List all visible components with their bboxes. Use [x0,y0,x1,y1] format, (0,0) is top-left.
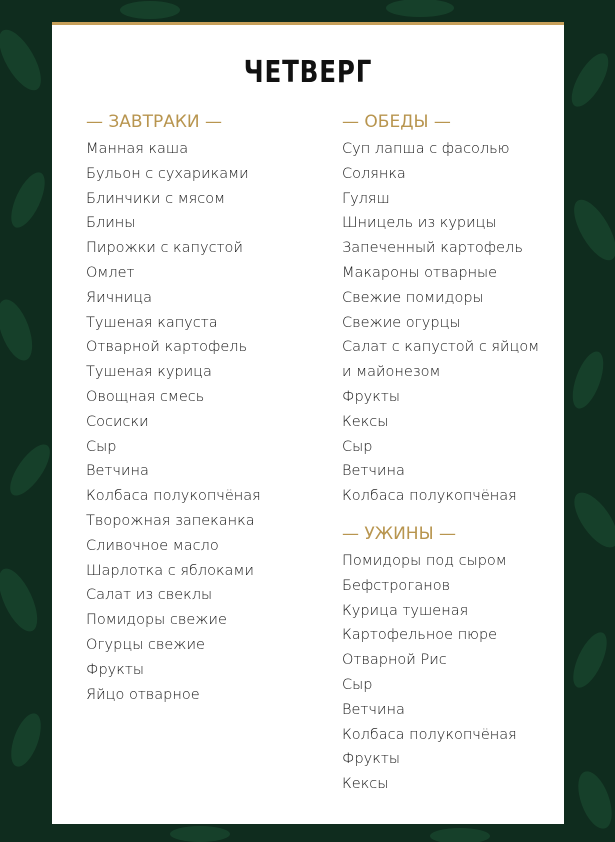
page-title: ЧЕТВЕРГ [243,55,373,90]
breakfast-item: Омлет [86,264,135,281]
lunch-item: Сыр [342,438,373,455]
breakfast-item: Помидоры свежие [86,612,227,629]
lunch-item: Салат с капустой с яйцом [342,339,540,356]
lunch-item: Шницель из курицы [342,215,497,232]
dinner-list [342,549,552,797]
breakfast-item: Яйцо отварное [86,686,200,703]
breakfast-item: Салат из свеклы [86,587,213,604]
breakfast-item: Фрукты [86,661,144,678]
breakfast-item: Тушеная курица [86,364,212,381]
breakfast-heading: — ЗАВТРАКИ — [86,112,223,132]
breakfast-item: Манная каша [86,141,189,157]
breakfast-item: Бульон с сухариками [86,165,249,182]
breakfast-item: Отварной картофель [86,339,248,356]
lunch-dinner-column [342,108,552,797]
dinner-item: Кексы [342,776,389,793]
breakfast-item: Ветчина [86,463,149,480]
dinner-item: Сыр [342,676,373,693]
lunch-item: Запеченный картофель [342,240,523,257]
lunch-item: Фрукты [342,388,400,405]
breakfast-column [86,108,311,707]
lunch-heading: — ОБЕДЫ — [342,112,451,132]
lunch-item: Солянка [342,165,406,182]
dinner-item: Курица тушеная [342,602,469,619]
lunch-item: и майонезом [342,364,441,381]
breakfast-item: Тушеная капуста [86,314,218,331]
lunch-list [342,137,552,509]
lunch-item: Суп лапша с фасолью [342,141,510,157]
dinner-item: Бефстроганов [342,577,451,594]
dinner-heading: — УЖИНЫ — [342,523,456,544]
lunch-item: Кексы [342,413,389,430]
lunch-item: Свежие огурцы [342,314,461,331]
breakfast-item: Сливочное масло [86,537,219,554]
dinner-item: Помидоры под сыром [342,552,507,569]
lunch-item: Макароны отварные [342,264,498,281]
lunch-item: Колбаса полукопчёная [342,488,517,505]
breakfast-list [86,137,311,707]
lunch-item: Ветчина [342,463,405,480]
breakfast-item: Яичница [86,289,152,306]
breakfast-item: Колбаса полукопчёная [86,488,261,505]
dinner-item: Отварной Рис [342,652,447,669]
dinner-item: Картофельное пюре [342,627,498,644]
breakfast-item: Сосиски [86,413,149,430]
breakfast-item: Шарлотка с яблоками [86,562,254,579]
breakfast-item: Овощная смесь [86,388,205,405]
breakfast-item: Творожная запеканка [86,512,255,529]
lunch-item: Свежие помидоры [342,289,484,306]
dinner-item: Фрукты [342,751,400,768]
breakfast-item: Блины [86,215,136,232]
menu-card [52,22,564,824]
breakfast-item: Пирожки с капустой [86,240,243,257]
breakfast-item: Блинчики с мясом [86,190,226,207]
breakfast-item: Огурцы свежие [86,636,205,653]
dinner-item: Ветчина [342,701,405,718]
breakfast-item: Сыр [86,438,117,455]
lunch-item: Гуляш [342,190,390,207]
dinner-item: Колбаса полукопчёная [342,726,517,743]
